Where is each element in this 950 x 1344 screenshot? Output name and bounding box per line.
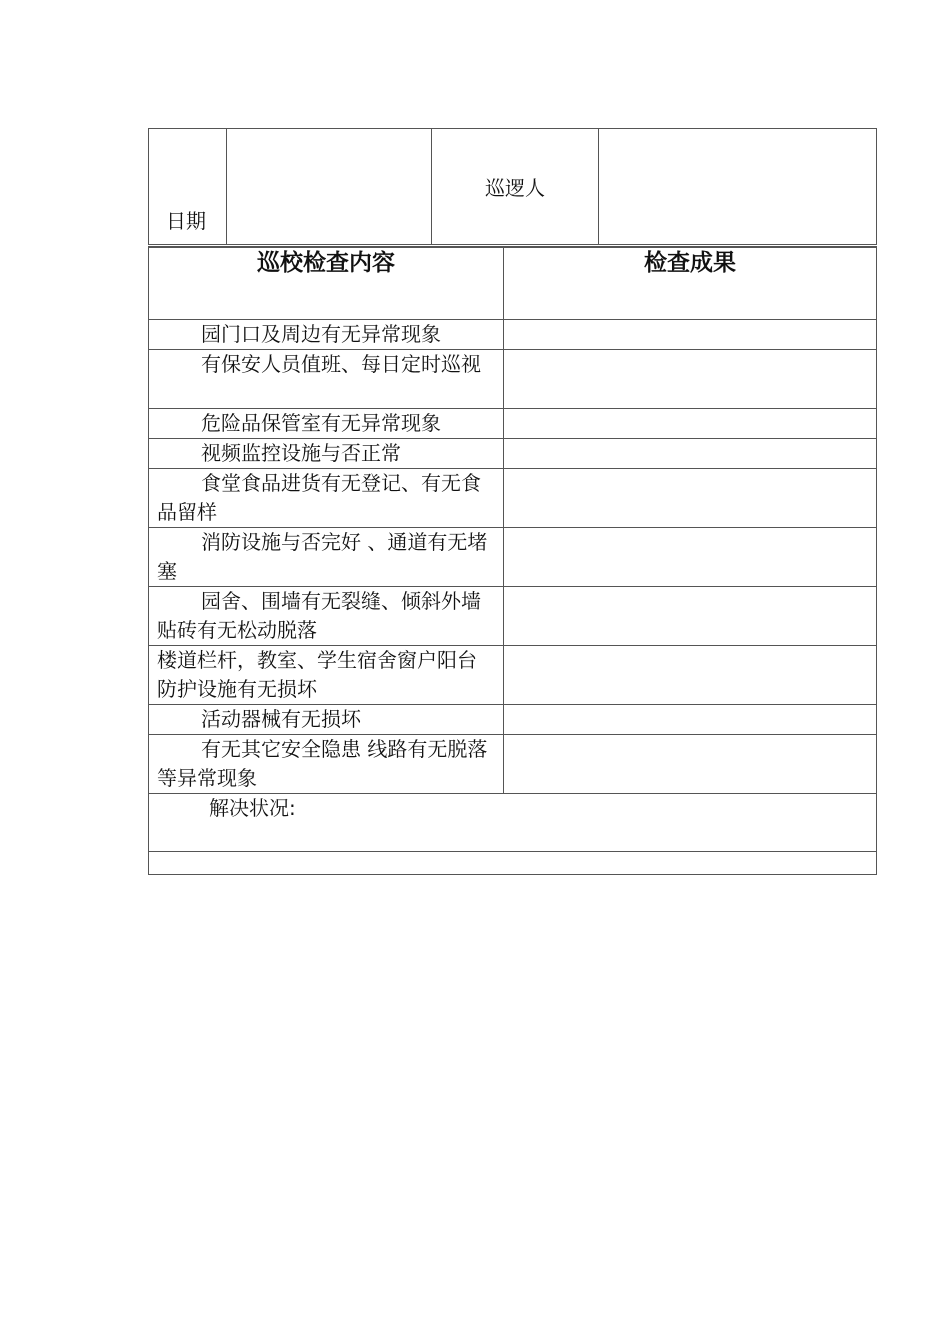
table-row	[149, 350, 877, 409]
check-item: 有无其它安全隐患 线路有无脱落等异常现象	[149, 735, 504, 794]
table-row	[149, 587, 877, 646]
table-row	[149, 409, 877, 439]
check-item: 视频监控设施与否正常	[149, 439, 504, 469]
table-row	[149, 320, 877, 350]
check-item: 消防设施与否完好 、通道有无堵塞	[149, 528, 504, 587]
result-cell[interactable]	[504, 350, 877, 409]
result-cell[interactable]	[504, 469, 877, 528]
check-item: 园门口及周边有无异常现象	[149, 320, 504, 350]
result-cell[interactable]	[504, 587, 877, 646]
result-cell[interactable]	[504, 320, 877, 350]
checklist-table	[148, 247, 877, 875]
resolution-label[interactable]: 解决状况:	[149, 794, 877, 852]
blank-row	[149, 852, 877, 875]
result-cell[interactable]	[504, 439, 877, 469]
check-item: 危险品保管室有无异常现象	[149, 409, 504, 439]
result-cell[interactable]	[504, 409, 877, 439]
column-header-content: 巡校检查内容	[149, 248, 504, 320]
check-item: 园舍、围墙有无裂缝、倾斜外墙贴砖有无松动脱落	[149, 587, 504, 646]
date-label: 日期	[149, 129, 227, 246]
check-item: 楼道栏杆，教室、学生宿舍窗户阳台防护设施有无损坏	[149, 646, 504, 705]
check-item: 食堂食品进货有无登记、有无食品留样	[149, 469, 504, 528]
table-row	[149, 439, 877, 469]
result-cell[interactable]	[504, 705, 877, 735]
column-header-result: 检查成果	[504, 248, 877, 320]
result-cell[interactable]	[504, 735, 877, 794]
table-row	[149, 735, 877, 794]
check-item: 有保安人员值班、每日定时巡视	[149, 350, 504, 409]
patrol-person-field[interactable]	[599, 129, 877, 246]
header-table	[148, 128, 877, 247]
date-field[interactable]	[227, 129, 432, 246]
check-item: 活动器械有无损坏	[149, 705, 504, 735]
table-row	[149, 705, 877, 735]
result-cell[interactable]	[504, 646, 877, 705]
result-cell[interactable]	[504, 528, 877, 587]
patrol-person-label: 巡逻人	[432, 129, 599, 246]
patrol-checklist-form	[148, 128, 876, 875]
table-row	[149, 646, 877, 705]
table-row	[149, 469, 877, 528]
table-row	[149, 528, 877, 587]
